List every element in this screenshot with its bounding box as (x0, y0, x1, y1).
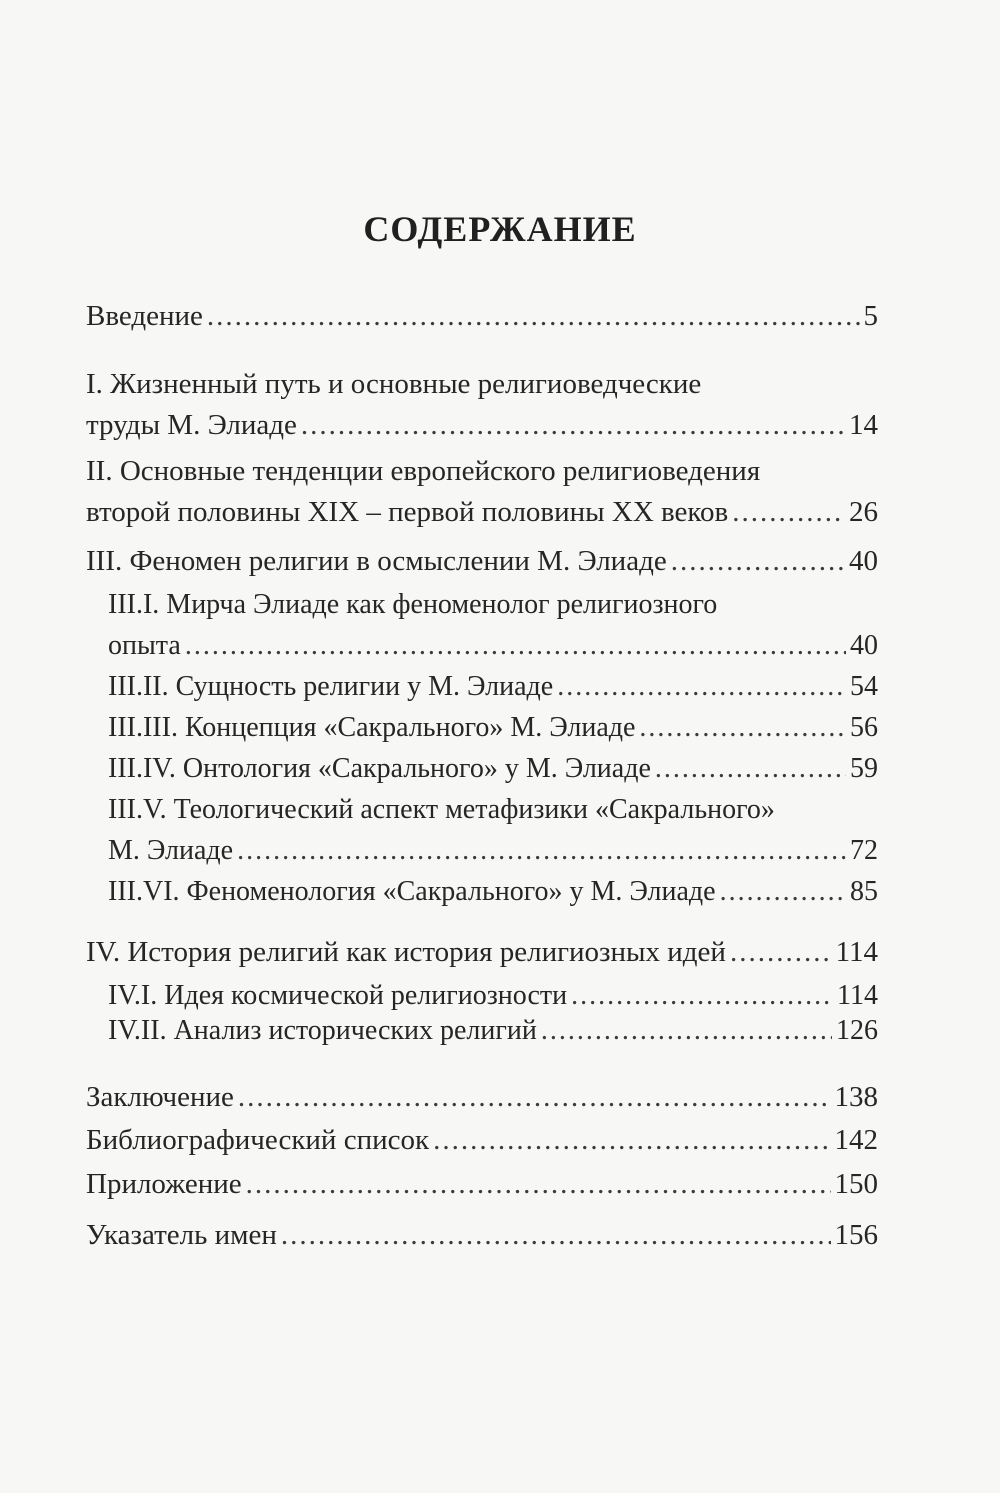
toc-entry-page: 26 (849, 496, 878, 528)
toc-entry-appendix[interactable] (86, 1164, 878, 1205)
toc-entry-text: IV.I. Идея космической религиозности (108, 980, 568, 1011)
toc-entry-page: 40 (850, 630, 878, 661)
toc-entry-text: Заключение (86, 1081, 234, 1113)
toc-entry-text: III. Феномен религии в осмыслении М. Элиаде (86, 545, 667, 577)
toc-entry-text: III.III. Концепция «Сакрального» М. Элиаде (108, 712, 636, 743)
toc-entry-text: IV.II. Анализ исторических религий (108, 1015, 537, 1046)
leader-dots (720, 871, 846, 912)
leader-dots (246, 1164, 831, 1205)
toc-entry-page: 56 (850, 712, 878, 743)
toc-entry-text-line1: III.V. Теологический аспект метафизики «Сакрального» (108, 794, 775, 825)
toc-entry-page: 5 (863, 300, 878, 332)
toc-entry-text: IV. История религий как история религиозных идей (86, 936, 726, 968)
toc-entry-conclusion[interactable] (86, 1077, 878, 1118)
toc-entry-text: второй половины XIX – первой половины XX веков (86, 496, 729, 528)
toc-entry-page: 114 (835, 936, 878, 968)
leader-dots (541, 1010, 832, 1051)
toc-entry-section-3-1[interactable] (108, 584, 878, 666)
leader-dots (301, 405, 845, 446)
toc-entry-text: опыта (108, 630, 181, 661)
toc-entry-page: 40 (849, 545, 878, 577)
toc-entry-page: 85 (850, 876, 878, 907)
leader-dots (238, 1077, 831, 1118)
toc-entry-text-line1: II. Основные тенденции европейского религиоведения (86, 455, 761, 487)
leader-dots (207, 296, 860, 337)
toc-entry-text: III.VI. Феноменология «Сакрального» у М. Элиаде (108, 876, 716, 907)
toc-entry-page: 54 (850, 671, 878, 702)
toc-entry-section-3-3[interactable] (108, 707, 878, 748)
toc-entry-section-3-2[interactable] (108, 666, 878, 707)
toc-entry-chapter-4[interactable] (86, 932, 878, 973)
toc-entry-page: 59 (850, 753, 878, 784)
leader-dots (433, 1120, 830, 1161)
toc-entry-chapter-3[interactable] (86, 541, 878, 582)
toc-entry-text: Приложение (86, 1168, 242, 1200)
toc-entry-section-3-4[interactable] (108, 748, 878, 789)
leader-dots (281, 1215, 831, 1256)
toc-entry-introduction[interactable] (86, 296, 878, 337)
toc-entry-page: 142 (834, 1124, 878, 1156)
leader-dots (730, 932, 832, 973)
toc-entry-page: 72 (850, 835, 878, 866)
toc-entry-page: 126 (836, 1015, 878, 1046)
toc-entry-section-3-6[interactable] (108, 871, 878, 912)
leader-dots (655, 748, 846, 789)
toc-entry-page: 114 (837, 980, 878, 1011)
leader-dots (185, 625, 846, 666)
leader-dots (639, 707, 846, 748)
toc-entry-text: Библиографический список (86, 1124, 430, 1156)
toc-entry-page: 156 (834, 1219, 878, 1251)
toc-entry-bibliography[interactable] (86, 1120, 878, 1161)
toc-entry-text: Введение (86, 300, 203, 332)
toc-entry-chapter-2[interactable] (86, 451, 878, 533)
leader-dots (671, 541, 845, 582)
toc-entry-page: 138 (834, 1081, 878, 1113)
page-title: СОДЕРЖАНИЕ (363, 209, 637, 249)
toc-entry-section-4-2[interactable] (108, 1010, 878, 1051)
toc-entry-page: 14 (849, 409, 878, 441)
toc-entry-section-3-5[interactable] (108, 789, 878, 871)
leader-dots (237, 830, 846, 871)
toc-entry-text: III.II. Сущность религии у М. Элиаде (108, 671, 554, 702)
toc-entry-text-line1: I. Жизненный путь и основные религиоведческие (86, 368, 702, 400)
leader-dots (732, 492, 845, 533)
toc-entry-text: Указатель имен (86, 1219, 277, 1251)
toc-entry-text: труды М. Элиаде (86, 409, 297, 441)
toc-entry-name-index[interactable] (86, 1215, 878, 1256)
toc-entry-chapter-1[interactable] (86, 364, 878, 446)
toc-entry-page: 150 (834, 1168, 878, 1200)
toc-entry-text-line1: III.I. Мирча Элиаде как феноменолог религиозного (108, 589, 718, 620)
toc-entry-text: М. Элиаде (108, 835, 234, 866)
leader-dots (557, 666, 846, 707)
toc-entry-text: III.IV. Онтология «Сакрального» у М. Элиаде (108, 753, 651, 784)
